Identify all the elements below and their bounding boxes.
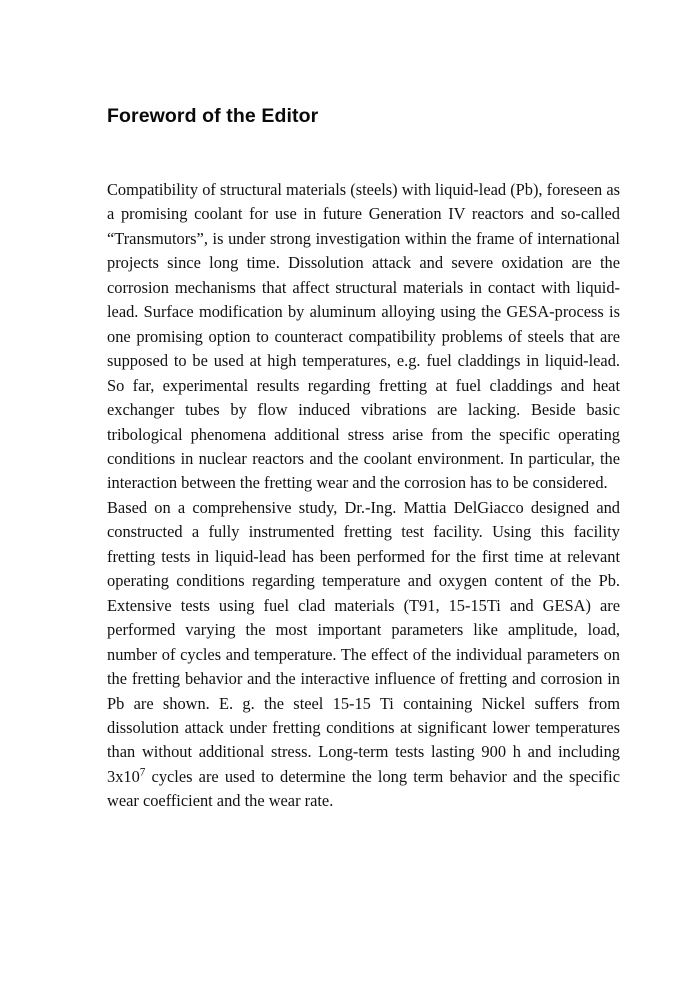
heading-body-spacer (107, 128, 620, 178)
page-content (107, 104, 620, 814)
paragraph-2-tail: cycles are used to determine the long term behavior and the specific wear coefficient and the wear rate. (107, 766, 620, 811)
paragraph-2 (107, 496, 620, 814)
superscript-exponent: 7 (139, 766, 146, 779)
page-title: Foreword of the Editor (107, 105, 319, 127)
paragraph-2-main: Based on a comprehensive study, Dr.-Ing. Mattia DelGiacco designed and constructed a fully instrumented fretting test facility. Using this facility fretting tests in liquid-lead has been performed for the first time at relevant operating conditions regarding temperature and oxygen content of the Pb. Extensive tests using fuel clad materials (T91, 15-15Ti and GESA) are performed varying the most important parameters like amplitude, load, number of cycles and temperature. The effect of the individual parameters on the fretting behavior and the interactive influence of fretting and corrosion in Pb are shown. E. g. the steel 15-15 Ti containing Nickel suffers from dissolution attack under fretting conditions at significant lower temperatures than without additional stress. Long-term tests lasting 900 h and including 3x10 (107, 497, 620, 786)
paragraph-1: Compatibility of structural materials (steels) with liquid-lead (Pb), foreseen as a promising coolant for use in future Generation IV reactors and so-called “Transmutors”, is under strong investigation within the frame of international projects since long time. Dissolution attack and severe oxidation are the corrosion mechanisms that affect structural materials in contact with liquid-lead. Surface modification by aluminum alloying using the GESA-process is one promising option to counteract compatibility problems of steels that are supposed to be used at high temperatures, e.g. fuel claddings in liquid-lead. So far, experimental results regarding fretting at fuel claddings and heat exchanger tubes by flow induced vibrations are lacking. Beside basic tribological phenomena additional stress arise from the specific operating conditions in nuclear reactors and the coolant environment. In particular, the interaction between the fretting wear and the corrosion has to be considered. (107, 180, 620, 493)
body-text-block (107, 178, 620, 814)
